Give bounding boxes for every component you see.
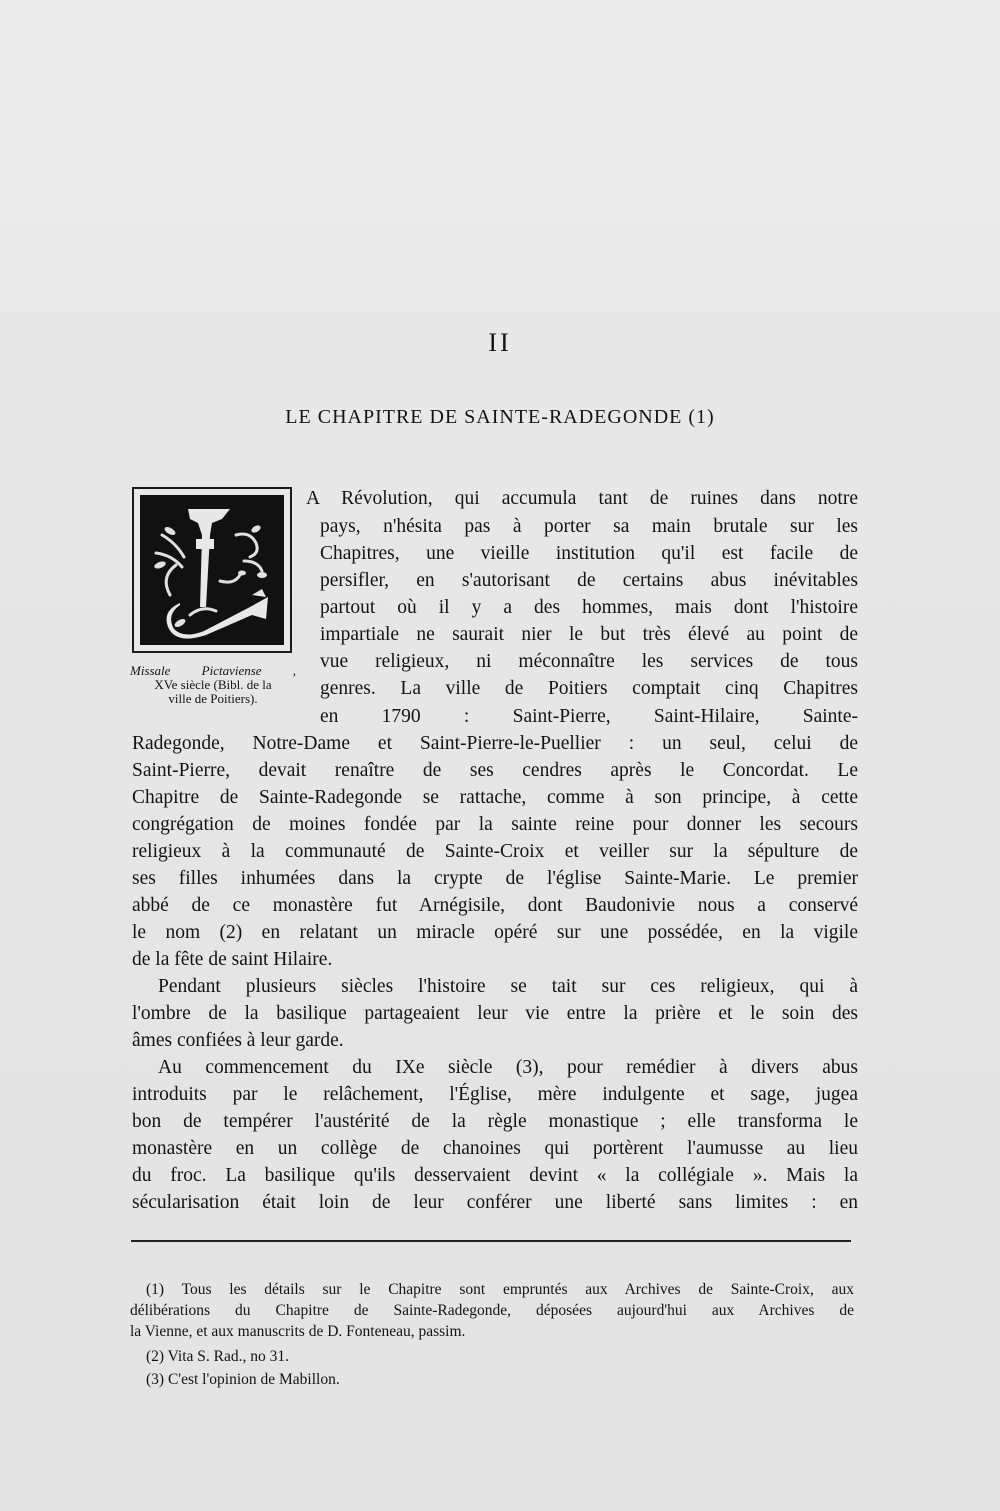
caption-line: Missale Pictaviense , — [130, 663, 296, 678]
footnote-line: (1) Tous les détails sur le Chapitre sont empruntés aux Archives de Sainte-Croix, aux — [146, 1281, 854, 1298]
body-line: du froc. La basilique qu'ils desservaient devint « la collégiale ». Mais la — [132, 1165, 858, 1186]
body-line: monastère en un collège de chanoines qui portèrent l'aumusse au lieu — [132, 1138, 858, 1159]
body-line: Chapitre de Sainte-Radegonde se rattache, comme à son principe, à cette — [132, 787, 858, 808]
body-line: partout où il y a des hommes, mais dont l'histoire — [320, 597, 858, 618]
body-line: impartiale ne saurait nier le but très élevé au point de — [320, 624, 858, 645]
caption-line: XVe siècle (Bibl. de la — [154, 677, 272, 692]
body-line: en 1790 : Saint-Pierre, Saint-Hilaire, Sainte- — [320, 706, 858, 727]
body-line: vue religieux, ni méconnaître les services de tous — [320, 651, 858, 672]
footnote-line: délibérations du Chapitre de Sainte-Radegonde, déposées aujourd'hui aux Archives de — [130, 1302, 854, 1319]
body-line: ses filles inhumées dans la crypte de l'église Sainte-Marie. Le premier — [132, 868, 858, 889]
body-line: Au commencement du IXe siècle (3), pour remédier à divers abus — [158, 1057, 858, 1078]
body-line: pays, n'hésita pas à porter sa main brutale sur les — [320, 516, 858, 537]
body-line: le nom (2) en relatant un miracle opéré sur une possédée, en la vigile — [132, 922, 858, 943]
caption-line: ville de Poitiers). — [168, 691, 258, 706]
chapter-title: LE CHAPITRE DE SAINTE-RADEGONDE (1) — [285, 406, 715, 428]
body-line: religieux à la communauté de Sainte-Croix et veiller sur la sépulture de — [132, 841, 858, 862]
footnote-line: (2) Vita S. Rad., no 31. — [146, 1348, 290, 1365]
body-line: abbé de ce monastère fut Arnégisile, dont Baudonivie nous a conservé — [132, 895, 858, 916]
footnote-line: la Vienne, et aux manuscrits de D. Fonteneau, passim. — [130, 1323, 466, 1340]
ornamental-letter-l-icon — [140, 495, 284, 645]
decorated-initial — [132, 487, 292, 653]
chapter-number: II — [488, 328, 512, 357]
body-line: Saint-Pierre, devait renaître de ses cendres après le Concordat. Le — [132, 760, 858, 781]
body-line: de la fête de saint Hilaire. — [132, 949, 333, 970]
body-line: A Révolution, qui accumula tant de ruines dans notre — [306, 488, 858, 509]
body-line: Radegonde, Notre-Dame et Saint-Pierre-le-Puellier : un seul, celui de — [132, 733, 858, 754]
initial-caption — [130, 664, 296, 706]
footnote-line: (3) C'est l'opinion de Mabillon. — [146, 1371, 340, 1388]
decorated-initial-field — [140, 495, 284, 645]
body-line: introduits par le relâchement, l'Église, mère indulgente et sage, jugea — [132, 1084, 858, 1105]
body-line: sécularisation était loin de leur conférer une liberté sans limites : en — [132, 1192, 858, 1213]
body-line: Chapitres, une vieille institution qu'il est facile de — [320, 543, 858, 564]
body-line: genres. La ville de Poitiers comptait cinq Chapitres — [320, 678, 858, 699]
body-line: Pendant plusieurs siècles l'histoire se tait sur ces religieux, qui à — [158, 976, 858, 997]
body-line: bon de tempérer l'austérité de la règle monastique ; elle transforma le — [132, 1111, 858, 1132]
body-line: persifler, en s'autorisant de certains abus inévitables — [320, 570, 858, 591]
body-line: congrégation de moines fondée par la sainte reine pour donner les secours — [132, 814, 858, 835]
footnote-separator — [131, 1240, 851, 1242]
body-line: âmes confiées à leur garde. — [132, 1030, 344, 1051]
body-line: l'ombre de la basilique partageaient leur vie entre la prière et le soin des — [132, 1003, 858, 1024]
